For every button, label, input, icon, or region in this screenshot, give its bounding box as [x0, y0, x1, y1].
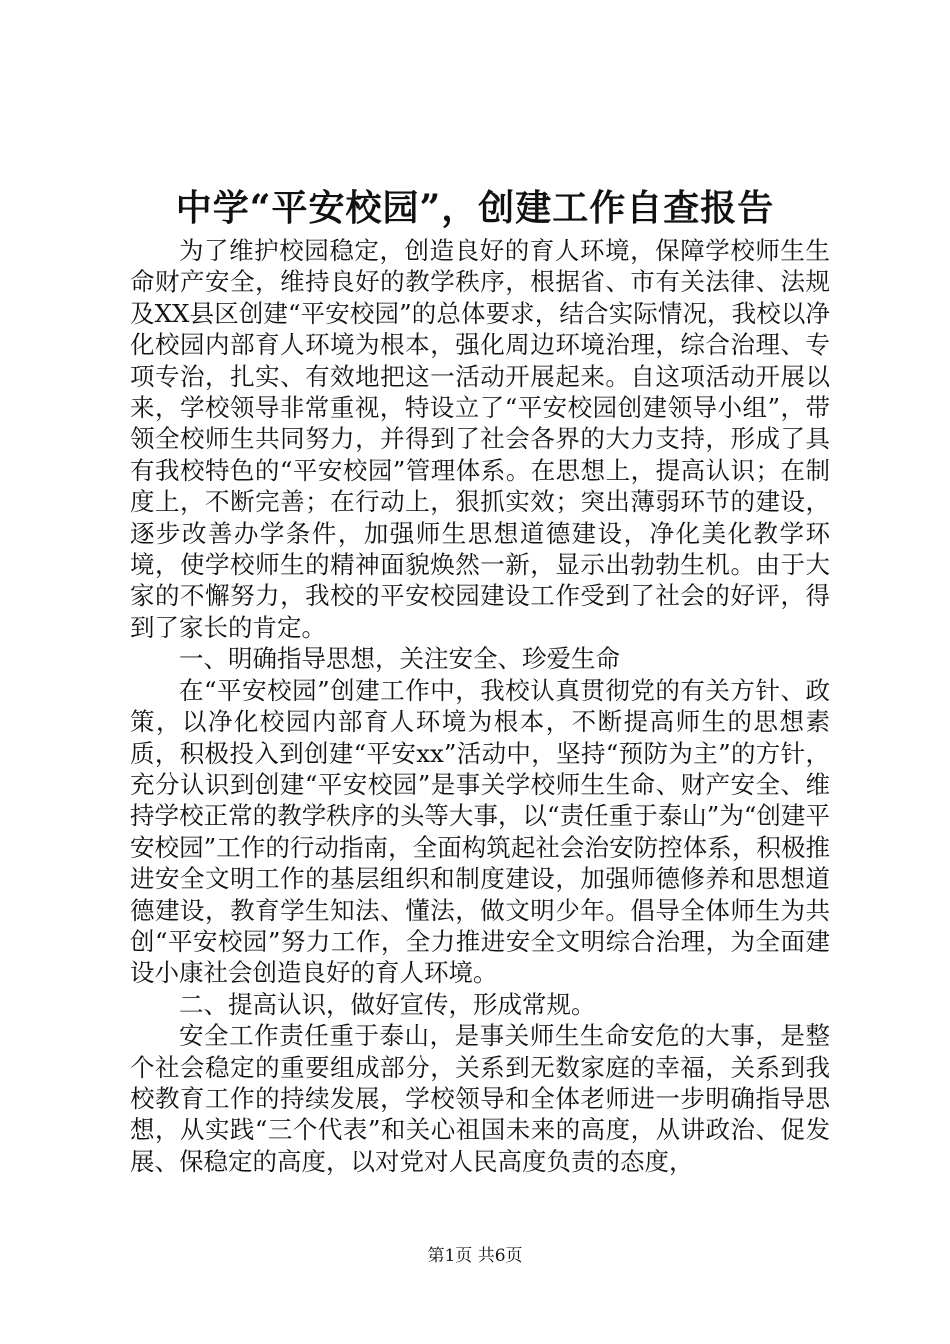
page-number-footer: 第1页 共6页 — [427, 1246, 523, 1266]
paragraph-section-1: 在“平安校园”创建工作中，我校认真贯彻党的有关方针、政策，以净化校园内部育人环境为根本，不断提高师生的思想素质，积极投入到创建“平安xx”活动中，坚持“预防为主”的方针，充分认识到创建“平安校园”是事关学校师生生命、财产安全、维持学校正常的教学秩序的头等大事，以“责任重于泰山”为“创建平安校园”工作的行动指南，全面构筑起社会治安防控体系，积极推进安全文明工作的基层组织和制度建设，加强师德修养和思想道德建设，教育学生知法、懂法，做文明少年。倡导全体师生为共创“平安校园”努力工作，全力推进安全文明综合治理，为全面建设小康社会创造良好的育人环境。 — [130, 675, 830, 988]
paragraph-intro: 为了维护校园稳定，创造良好的育人环境，保障学校师生生命财产安全，维持良好的教学秩序，根据省、市有关法律、法规及XX县区创建“平安校园”的总体要求，结合实际情况，我校以净化校园内部育人环境为根本，强化周边环境治理，综合治理、专项专治，扎实、有效地把这一活动开展起来。自这项活动开展以来，学校领导非常重视，特设立了“平安校园创建领导小组”，带领全校师生共同努力，并得到了社会各界的大力支持，形成了具有我校特色的“平安校园”管理体系。在思想上，提高认识；在制度上，不断完善；在行动上，狠抓实效；突出薄弱环节的建设，逐步改善办学条件，加强师生思想道德建设，净化美化教学环境，使学校师生的精神面貌焕然一新，显示出勃勃生机。由于大家的不懈努力，我校的平安校园建设工作受到了社会的好评，得到了家长的肯定。 — [130, 236, 830, 642]
section-heading-2: 二、提高认识，做好宣传，形成常规。 — [179, 989, 596, 1019]
section-heading-1: 一、明确指导思想，关注安全、珍爱生命 — [179, 644, 620, 674]
document-body — [130, 235, 830, 1177]
paragraph-section-2: 安全工作责任重于泰山，是事关师生生命安危的大事，是整个社会稳定的重要组成部分，关系到无数家庭的幸福，关系到我校教育工作的持续发展，学校领导和全体老师进一步明确指导思想，从实践“三个代表”和关心祖国未来的高度，从讲政治、促发展、保稳定的高度，以对党对人民高度负责的态度， — [130, 1021, 830, 1176]
document-title: 中学“平安校园”，创建工作自查报告 — [175, 187, 775, 229]
